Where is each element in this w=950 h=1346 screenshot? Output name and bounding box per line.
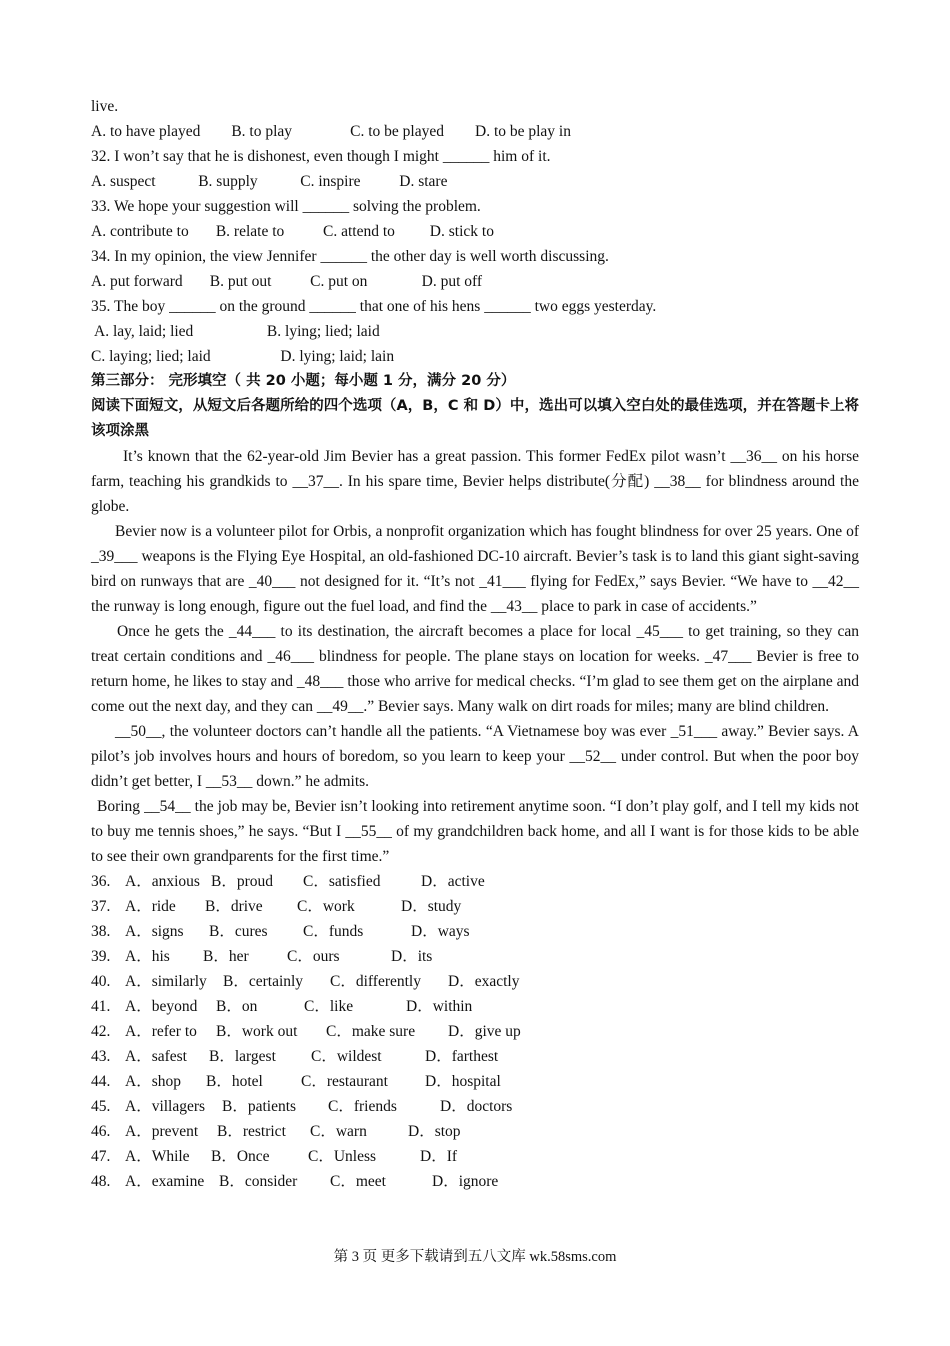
question-48 [91, 1169, 859, 1194]
question-number: 38. [91, 923, 111, 940]
answer-option: B．her [203, 948, 249, 965]
option-line: A. suspect B. supply C. inspire D. stare [91, 173, 448, 190]
answer-option: C．Unless [308, 1148, 377, 1165]
passage-paragraph: It’s known that the 62-year-old Jim Bevier has a great passion. This former FedEx pilot wasn’t __36__ on his horse farm, teaching his grandkids to __37__. In his spare time, Bevier helps distribute(分配) __38__ for blindness around the globe. [91, 448, 859, 515]
answer-option: C．differently [330, 973, 421, 990]
option-line: C. laying; lied; laid D. lying; laid; lain [91, 348, 395, 365]
answer-option: D．within [406, 998, 473, 1015]
question-45 [91, 1094, 859, 1119]
question-number: 43. [91, 1048, 111, 1065]
question-34: 34. In my opinion, the view Jennifer ______ the other day is well worth discussing. [91, 248, 609, 265]
question-36 [91, 869, 859, 894]
answer-option: C．funds [303, 923, 364, 940]
passage-paragraph: Boring __54__ the job may be, Bevier isn’t looking into retirement anytime soon. “I don’t play golf, and I tell my kids not to buy me tennis shoes,” he says. “But I __55__ of my grandchildren back home, and all I want is for those kids to be able to see their own grandparents for the first time.” [91, 798, 859, 865]
answer-option: B．cures [209, 923, 268, 940]
option-line: A. to have played B. to play C. to be played D. to be play in [91, 123, 571, 140]
answer-option: C．meet [330, 1173, 386, 1190]
question-39 [91, 944, 859, 969]
answer-option: D．its [391, 948, 433, 965]
question-number: 37. [91, 898, 111, 915]
answer-option: B．Once [211, 1148, 270, 1165]
answer-option: A．similarly [125, 973, 207, 990]
answer-option: D．farthest [425, 1048, 499, 1065]
answer-option: A．refer to [125, 1023, 197, 1040]
top-question-block [91, 94, 859, 369]
answer-option: A．villagers [125, 1098, 206, 1115]
answer-option: D．hospital [425, 1073, 501, 1090]
question-number: 39. [91, 948, 111, 965]
section-title: 第三部分： 完形填空（ 共 20 小题；每小题 1 分，满分 20 分） [91, 373, 516, 389]
option-line: A. put forward B. put out C. put on D. put off [91, 273, 483, 290]
answer-option: D．ignore [432, 1173, 499, 1190]
passage-paragraph: Bevier now is a volunteer pilot for Orbis, a nonprofit organization which has fought blindness for over 25 years. One of _39___ weapons is the Flying Eye Hospital, an old-fashioned DC-10 aircraft. Bevier’s task is to land this giant sight-saving bird on runways that are _40___ not designed for it. “It’s not _41___ flying for FedEx,” says Bevier. “We have to __42__ the runway is long enough, figure out the fuel load, and find the __43__ place to park in case of accidents.” [91, 523, 859, 615]
answer-option: B．drive [205, 898, 263, 915]
question-number: 36. [91, 873, 111, 890]
answer-option: C．friends [328, 1098, 397, 1115]
answer-option: C．wildest [311, 1048, 382, 1065]
answer-option: A．anxious [125, 873, 200, 890]
page-footer: 第 3 页 更多下载请到五八文库 wk.58sms.com [333, 1249, 617, 1265]
question-44 [91, 1069, 859, 1094]
answer-option: B．certainly [223, 973, 304, 990]
question-number: 42. [91, 1023, 111, 1040]
question-32: 32. I won’t say that he is dishonest, even though I might ______ him of it. [91, 148, 551, 165]
question-38 [91, 919, 859, 944]
answer-option: A．shop [125, 1073, 181, 1090]
answer-option: A．signs [125, 923, 184, 940]
cloze-passage [91, 444, 859, 869]
exam-page [91, 94, 859, 1194]
answer-option: D．study [401, 898, 462, 915]
question-43 [91, 1044, 859, 1069]
answer-option: C．warn [310, 1123, 367, 1140]
answer-option: B．patients [222, 1098, 297, 1115]
answer-option: A．beyond [125, 998, 198, 1015]
answer-option: D．exactly [448, 973, 520, 990]
answer-option: C．like [304, 998, 354, 1015]
answer-option: B．on [216, 998, 258, 1015]
answer-option: D．doctors [440, 1098, 513, 1115]
question-number: 44. [91, 1073, 111, 1090]
question-46 [91, 1119, 859, 1144]
answer-option: B．consider [219, 1173, 298, 1190]
answer-option: D．ways [411, 923, 470, 940]
answer-option: A．prevent [125, 1123, 199, 1140]
question-number: 40. [91, 973, 111, 990]
answer-option: C．make sure [326, 1023, 416, 1040]
answer-option: B．hotel [206, 1073, 263, 1090]
question-number: 48. [91, 1173, 111, 1190]
answer-option: D．give up [448, 1023, 521, 1040]
question-37 [91, 894, 859, 919]
question-33: 33. We hope your suggestion will ______ solving the problem. [91, 198, 481, 215]
section-instructions: 阅读下面短文，从短文后各题所给的四个选项（A，B，C 和 D）中，选出可以填入空白处的最佳选项，并在答题卡上将该项涂黑 [91, 398, 859, 439]
answer-option: C．restaurant [301, 1073, 388, 1090]
question-47 [91, 1144, 859, 1169]
answer-option: B．work out [216, 1023, 298, 1040]
passage-paragraph: __50__, the volunteer doctors can’t handle all the patients. “A Vietnamese boy was ever _51___ away.” Bevier says. A pilot’s job involves hours and hours of boredom, so you learn to keep your __52__ under control. But when the poor boy didn’t get better, I __53__ down.” he admits. [91, 723, 859, 790]
answer-option: D．If [420, 1148, 458, 1165]
passage-paragraph: Once he gets the _44___ to its destination, the aircraft becomes a place for local _45___ to get training, so they can treat certain conditions and _46___ blindness for people. The plane stays on location for weeks. _47___ Bevier is free to return home, he likes to stay and _48___ those who arrive for medical checks. “I’m glad to see them get on the airplane and come out the next day, and they can __49__.” Bevier says. Many walk on dirt roads for miles; many are blind children. [91, 623, 859, 715]
question-41 [91, 994, 859, 1019]
question-42 [91, 1019, 859, 1044]
option-line: A. contribute to B. relate to C. attend to D. stick to [91, 223, 494, 240]
text-line: live. [91, 98, 119, 115]
answer-option: A．While [125, 1148, 190, 1165]
answer-option: C．work [297, 898, 355, 915]
answer-option: D．active [421, 873, 485, 890]
answer-option: B．proud [211, 873, 274, 890]
answer-option: D．stop [408, 1123, 461, 1140]
answer-option: B．largest [209, 1048, 276, 1065]
question-number: 45. [91, 1098, 111, 1115]
answer-option: A．his [125, 948, 170, 965]
question-list [91, 869, 859, 1194]
question-number: 46. [91, 1123, 111, 1140]
question-40 [91, 969, 859, 994]
answer-option: C．satisfied [303, 873, 381, 890]
answer-option: C．ours [287, 948, 340, 965]
answer-option: A．examine [125, 1173, 205, 1190]
question-number: 41. [91, 998, 111, 1015]
question-35: 35. The boy ______ on the ground ______ that one of his hens ______ two eggs yesterday. [91, 298, 657, 315]
answer-option: A．ride [125, 898, 176, 915]
answer-option: B．restrict [217, 1123, 286, 1140]
question-number: 47. [91, 1148, 111, 1165]
option-line: A. lay, laid; lied B. lying; lied; laid [91, 323, 380, 340]
answer-option: A．safest [125, 1048, 187, 1065]
